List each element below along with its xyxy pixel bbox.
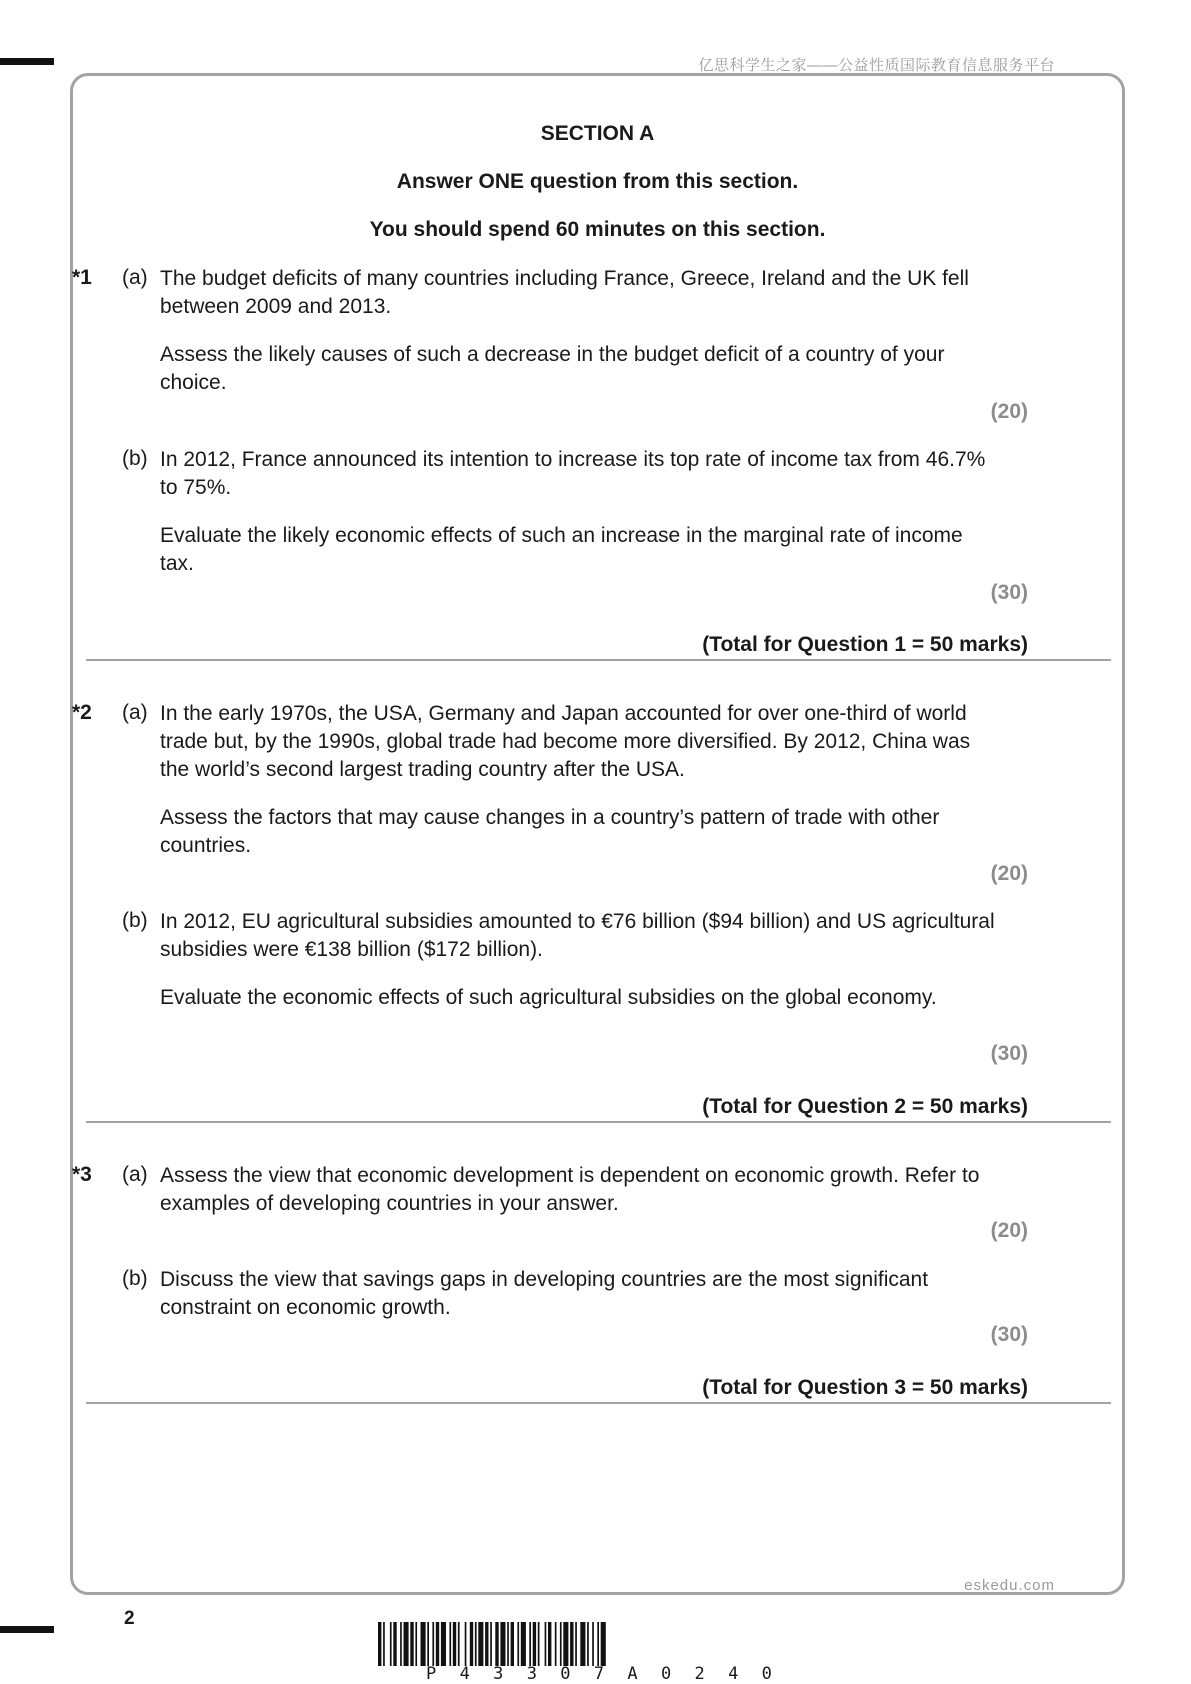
question-3a-task: Assess the view that economic development is dependent on economic growth. Refer to examples of developing countries in your answer. bbox=[160, 1164, 980, 1215]
question-3b-marks: (30) bbox=[990, 1323, 1028, 1346]
barcode-digit: P bbox=[426, 1664, 437, 1684]
barcode-digit: 0 bbox=[560, 1664, 571, 1684]
question-2a-task: Assess the factors that may cause changes in a country’s pattern of trade with other countries. bbox=[160, 806, 940, 857]
barcode-digits bbox=[378, 1664, 818, 1684]
barcode-image bbox=[378, 1622, 818, 1666]
question-2b-context: In 2012, EU agricultural subsidies amounted to €76 billion ($94 billion) and US agricultural subsidies were €138 billion ($172 billion). bbox=[160, 910, 995, 961]
question-1b-context: In 2012, France announced its intention to increase its top rate of income tax from 46.7% to 75%. bbox=[160, 448, 986, 499]
barcode-digit: 3 bbox=[526, 1664, 537, 1684]
barcode-digit: A bbox=[627, 1664, 638, 1684]
question-3a-marks: (20) bbox=[990, 1219, 1028, 1242]
question-3-total: (Total for Question 3 = 50 marks) bbox=[702, 1376, 1028, 1399]
question-3a-label: (a) bbox=[122, 1163, 148, 1186]
question-1-number: *1 bbox=[72, 266, 92, 289]
question-1-total: (Total for Question 1 = 50 marks) bbox=[702, 633, 1028, 656]
barcode-digit: 4 bbox=[459, 1664, 470, 1684]
page-number: 2 bbox=[124, 1608, 135, 1629]
crop-mark-bottom bbox=[0, 1626, 54, 1633]
question-1a-label: (a) bbox=[122, 266, 148, 289]
barcode-digit: 2 bbox=[694, 1664, 705, 1684]
question-1b-task: Evaluate the likely economic effects of such an increase in the marginal rate of income tax. bbox=[160, 524, 963, 575]
barcode-digit: 3 bbox=[493, 1664, 504, 1684]
question-2-divider bbox=[86, 1121, 1111, 1123]
question-1a-context: The budget deficits of many countries including France, Greece, Ireland and the UK fell between 2009 and 2013. bbox=[160, 267, 969, 318]
question-2b-marks: (30) bbox=[990, 1042, 1028, 1065]
section-instruction-one: Answer ONE question from this section. bbox=[396, 170, 799, 193]
barcode-digit: 0 bbox=[761, 1664, 772, 1684]
question-3b-task: Discuss the view that savings gaps in developing countries are the most significant constraint on economic growth. bbox=[160, 1268, 929, 1319]
watermark-bottom: eskedu.com bbox=[964, 1577, 1055, 1594]
section-instruction-time: You should spend 60 minutes on this section. bbox=[369, 218, 826, 241]
question-2b-task: Evaluate the economic effects of such agricultural subsidies on the global economy. bbox=[160, 986, 937, 1009]
crop-mark-top bbox=[0, 58, 54, 65]
question-1a-task: Assess the likely causes of such a decrease in the budget deficit of a country of your choice. bbox=[160, 343, 945, 394]
question-2a-marks: (20) bbox=[990, 862, 1028, 885]
barcode-digit: 0 bbox=[660, 1664, 672, 1684]
section-title: SECTION A bbox=[540, 122, 655, 145]
question-1a-marks: (20) bbox=[990, 400, 1028, 423]
question-2b-label: (b) bbox=[122, 909, 148, 932]
barcode-digit: 7 bbox=[593, 1664, 605, 1684]
question-2-total: (Total for Question 2 = 50 marks) bbox=[702, 1095, 1028, 1118]
question-1b-marks: (30) bbox=[990, 581, 1028, 604]
barcode-digit: 4 bbox=[728, 1664, 739, 1684]
question-2a-label: (a) bbox=[122, 701, 148, 724]
question-3-number: *3 bbox=[72, 1163, 92, 1186]
question-3b-label: (b) bbox=[122, 1267, 148, 1290]
question-1b-label: (b) bbox=[122, 447, 148, 470]
question-1-divider bbox=[86, 659, 1111, 661]
watermark-top: 亿思科学生之家——公益性质国际教育信息服务平台 bbox=[698, 57, 1055, 74]
question-2-number: *2 bbox=[72, 701, 92, 724]
question-2a-context: In the early 1970s, the USA, Germany and Japan accounted for over one-third of world trade but, by the 1990s, global trade had become more diversified. By 2012, China was the world’s second largest trading country after the USA. bbox=[160, 702, 971, 781]
question-3-divider bbox=[86, 1402, 1111, 1404]
